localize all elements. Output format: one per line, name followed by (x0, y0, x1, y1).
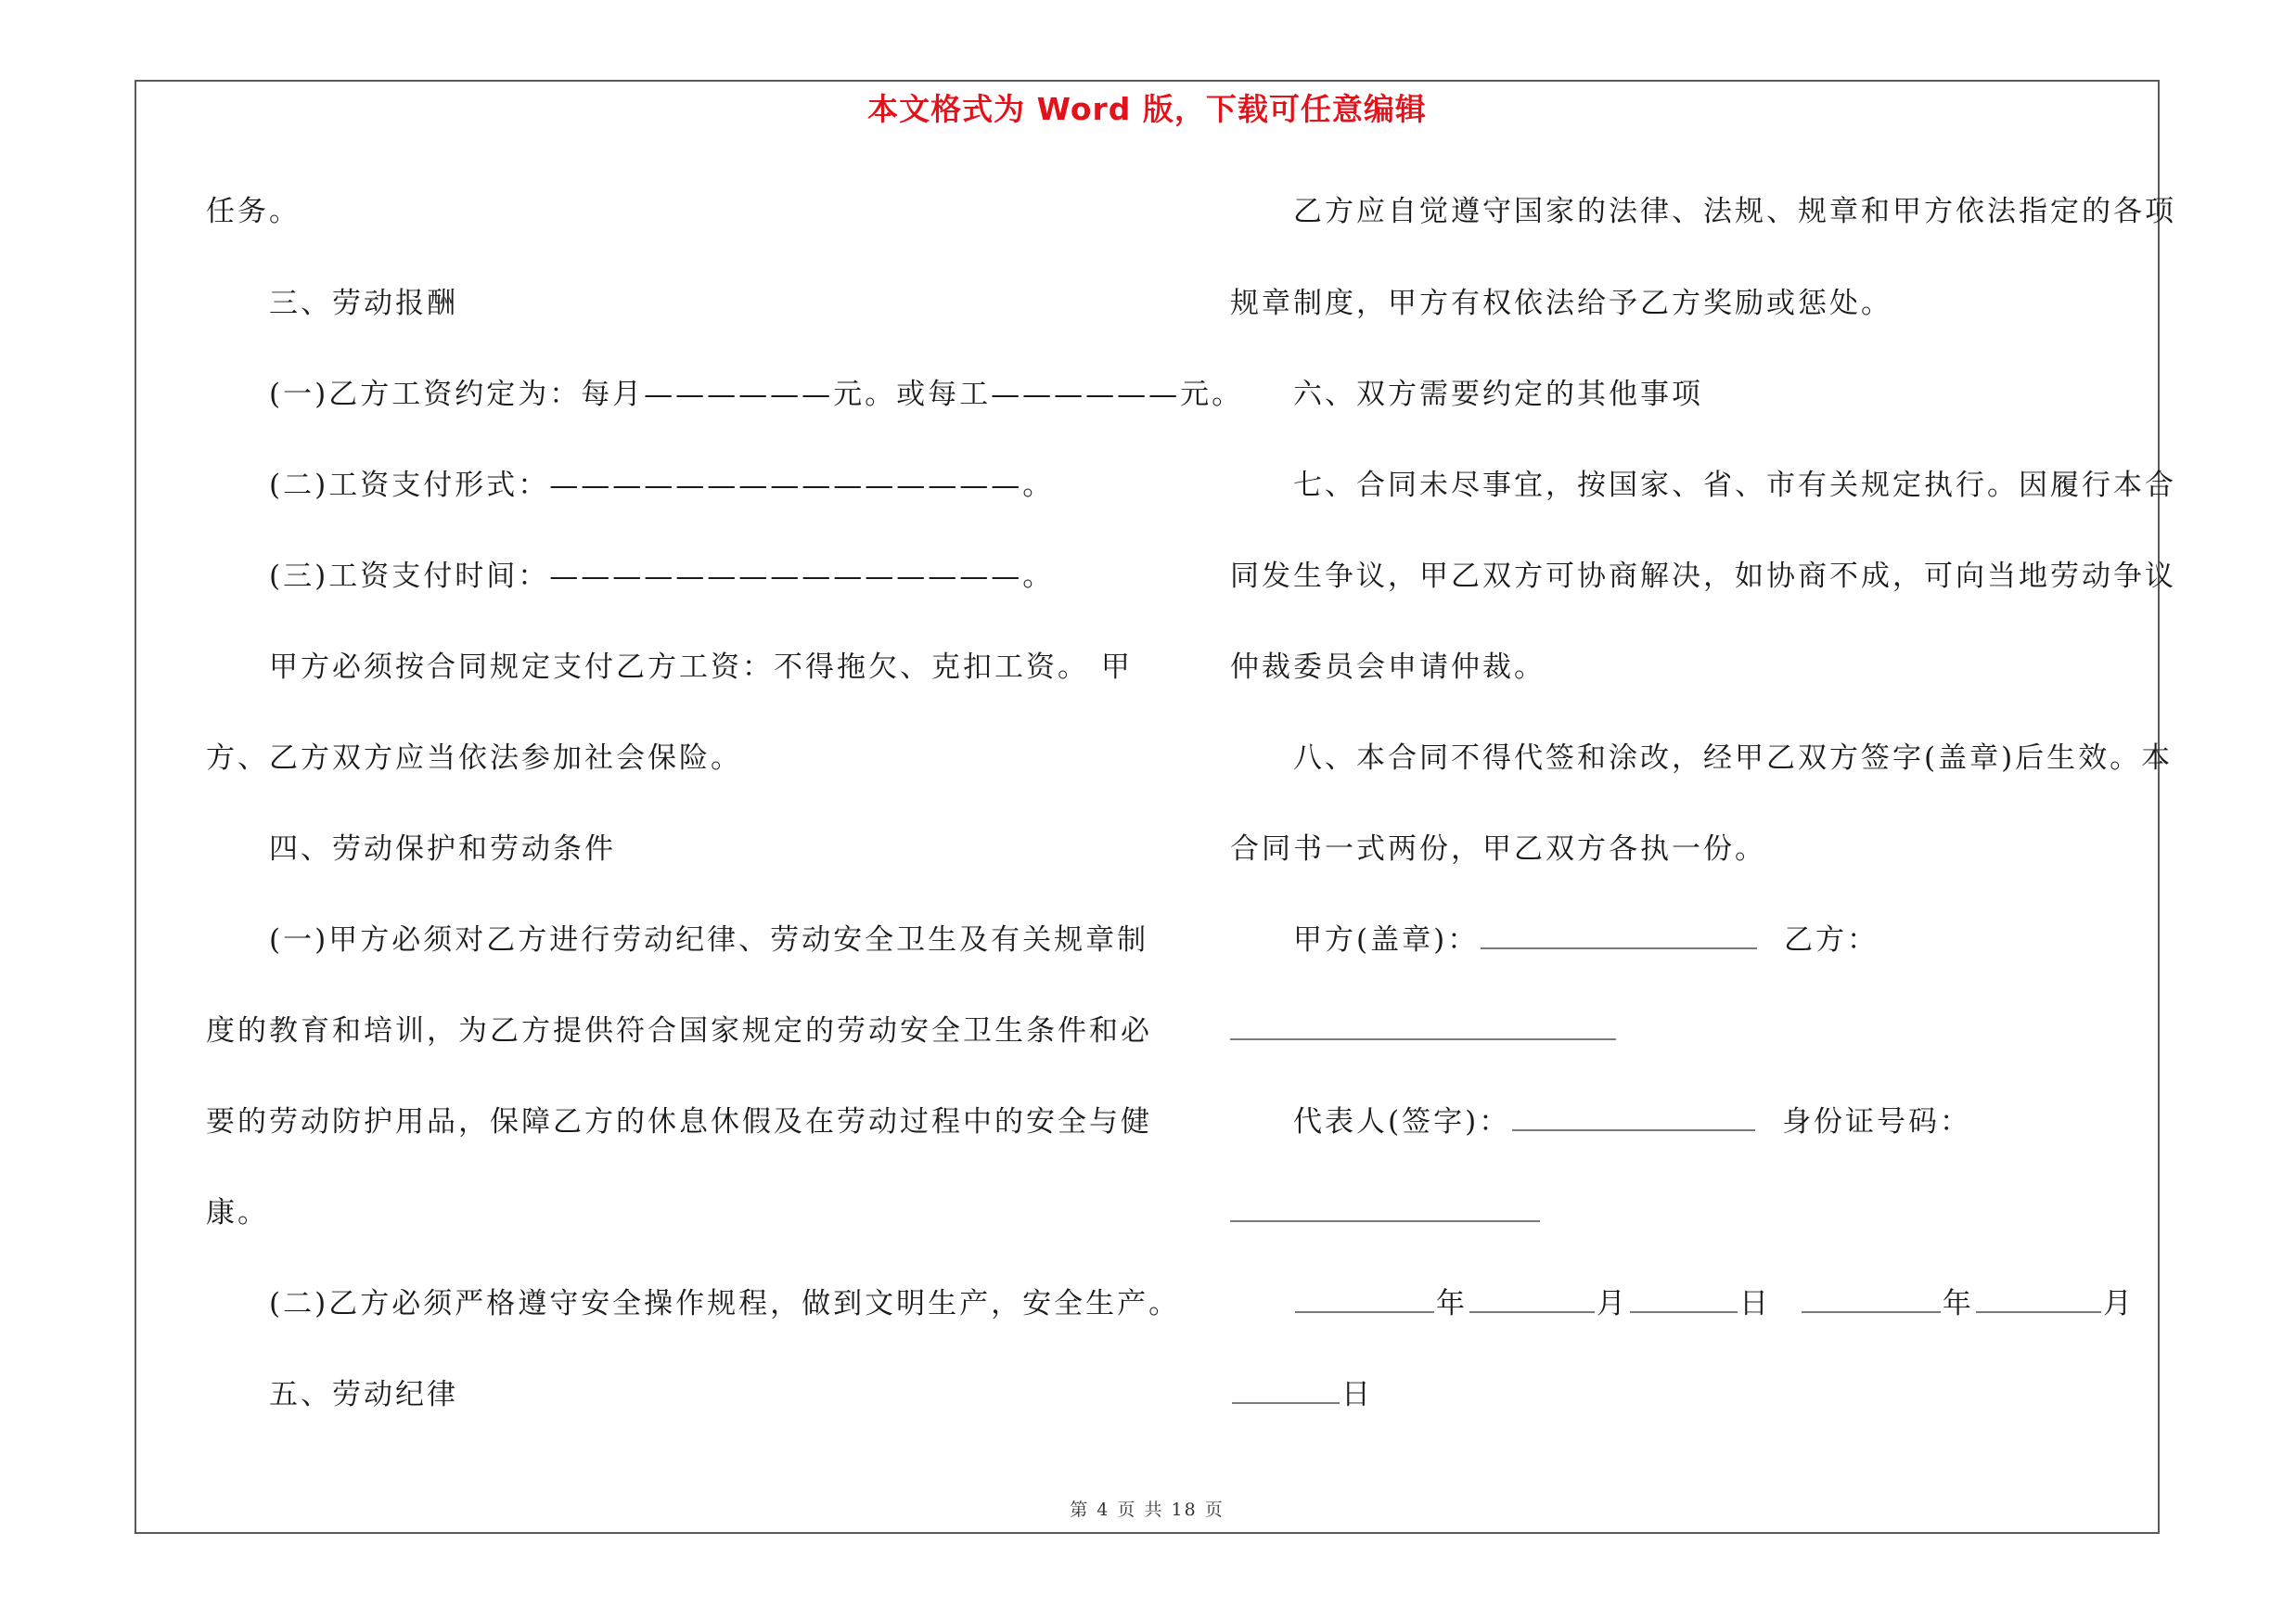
representative-label: 代表人(签字)： (1293, 1105, 1511, 1139)
paragraph-line: (一)乙方工资约定为：每月——————元。或每工——————元。 (269, 378, 1244, 411)
paragraph-line: (三)工资支付时间：———————————————。 (269, 560, 1055, 593)
paragraph-line: 仲裁委员会申请仲裁。 (1230, 650, 1546, 684)
day-blank-b (1232, 1380, 1340, 1404)
month-blank-b (1976, 1289, 2101, 1313)
year-label-a: 年 (1436, 1287, 1468, 1320)
format-banner: 本文格式为 Word 版，下载可任意编辑 (867, 91, 1427, 127)
paragraph-line: 八、本合同不得代签和涂改，经甲乙双方签字(盖章)后生效。本 (1293, 741, 2174, 775)
section-heading: 四、劳动保护和劳动条件 (269, 832, 616, 866)
day-label-b: 日 (1341, 1378, 1373, 1411)
date-line-continued (1230, 1376, 1373, 1413)
party-a-label: 甲方(盖章)： (1293, 923, 1480, 957)
paragraph-line: 合同书一式两份，甲乙双方各执一份。 (1230, 832, 1766, 866)
paragraph-line: 要的劳动防护用品，保障乙方的休息休假及在劳动过程中的安全与健 (206, 1105, 1152, 1139)
month-label-b: 月 (2102, 1287, 2135, 1320)
date-line (1293, 1285, 2135, 1322)
year-blank-a (1295, 1289, 1434, 1313)
paragraph-line: 康。 (206, 1196, 269, 1230)
paragraph-line: 七、合同未尽事宜，按国家、省、市有关规定执行。因履行本合 (1293, 469, 2176, 502)
day-label-a: 日 (1739, 1287, 1771, 1320)
paragraph-line: 同发生争议，甲乙双方可协商解决，如协商不成，可向当地劳动争议 (1230, 560, 2176, 593)
day-blank-a (1630, 1289, 1738, 1313)
party-a-blank (1481, 925, 1757, 949)
section-heading: 三、劳动报酬 (269, 287, 458, 320)
page-number: 第 4 页 共 18 页 (1070, 1500, 1225, 1520)
representative-blank (1512, 1107, 1755, 1131)
paragraph-line: (二)工资支付形式：———————————————。 (269, 469, 1055, 502)
paragraph-line: 度的教育和培训，为乙方提供符合国家规定的劳动安全卫生条件和必 (206, 1014, 1152, 1048)
party-a-signature-line (1293, 921, 1879, 959)
id-number-label: 身份证号码： (1782, 1105, 1972, 1139)
year-label-b: 年 (1942, 1287, 1974, 1320)
month-blank-a (1469, 1289, 1595, 1313)
paragraph-line: (一)甲方必须对乙方进行劳动纪律、劳动安全卫生及有关规章制 (269, 923, 1149, 957)
section-heading: 五、劳动纪律 (269, 1378, 458, 1411)
section-heading: 六、双方需要约定的其他事项 (1293, 378, 1703, 411)
paragraph-line: 规章制度，甲方有权依法给予乙方奖励或惩处。 (1230, 287, 1892, 320)
paragraph-line: (二)乙方必须严格遵守安全操作规程，做到文明生产，安全生产。 (269, 1287, 1181, 1320)
party-b-label: 乙方： (1784, 923, 1879, 957)
paragraph-line: 任务。 (206, 195, 301, 228)
id-number-blank (1230, 1220, 1540, 1222)
paragraph-line: 乙方应自觉遵守国家的法律、法规、规章和甲方依法指定的各项 (1293, 195, 2176, 228)
paragraph-line: 方、乙方双方应当依法参加社会保险。 (206, 741, 742, 775)
month-label-a: 月 (1597, 1287, 1628, 1320)
party-b-blank (1230, 1038, 1616, 1040)
representative-signature-line (1293, 1103, 1971, 1140)
year-blank-b (1802, 1289, 1941, 1313)
paragraph-line: 甲方必须按合同规定支付乙方工资：不得拖欠、克扣工资。 甲 (269, 650, 1133, 684)
